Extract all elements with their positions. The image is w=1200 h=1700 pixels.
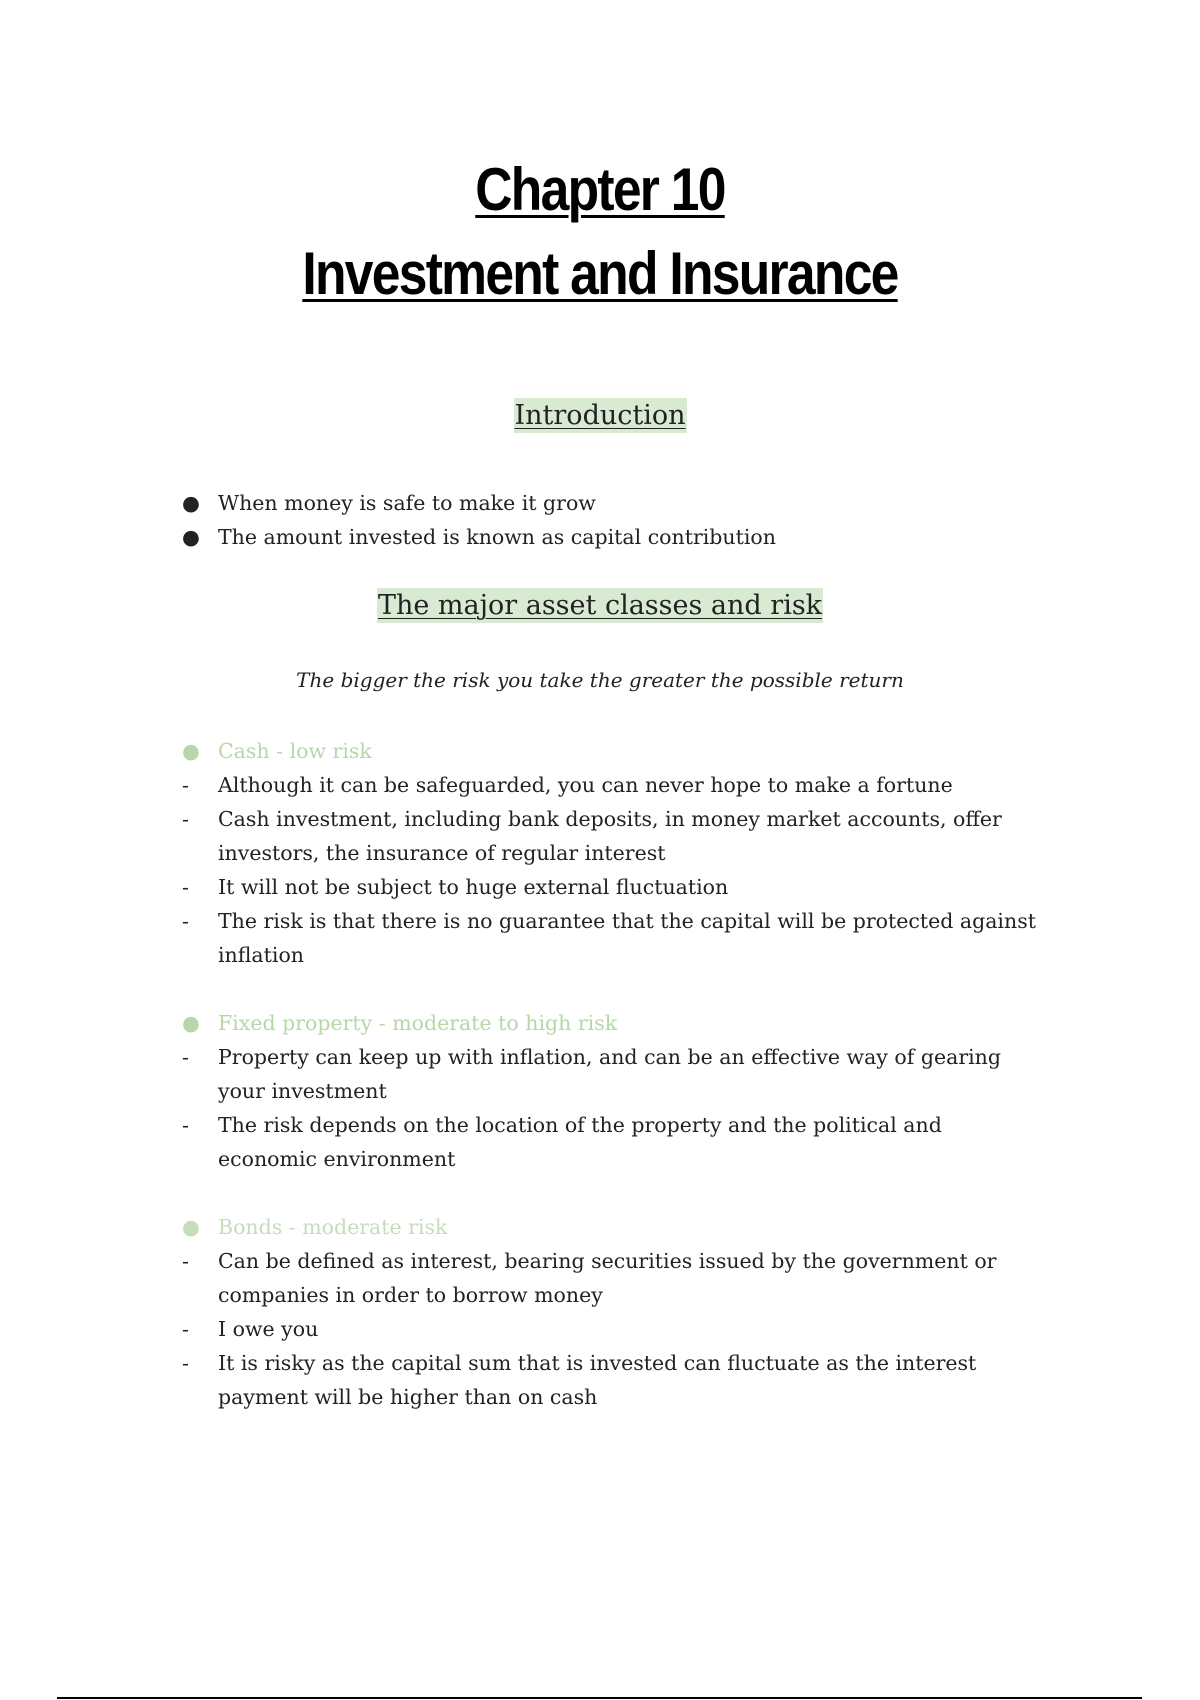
bullet-icon: ● [182, 1215, 200, 1239]
list-item-text: Cash investment, including bank deposits, in money market accounts, offer investors, the insurance of regular interest [218, 807, 1002, 865]
dash-icon: - [182, 1045, 189, 1069]
list-item-text: Property can keep up with inflation, and can be an effective way of gearing your investment [218, 1045, 1002, 1103]
list-item [182, 520, 1042, 554]
dash-icon: - [182, 1317, 189, 1341]
dash-icon: - [182, 773, 189, 797]
bullet-icon: ● [182, 739, 200, 763]
bullet-icon: ● [182, 525, 200, 549]
list-item [182, 802, 1042, 870]
dash-icon: - [182, 1351, 189, 1375]
list-item-text: Although it can be safeguarded, you can never hope to make a fortune [218, 773, 953, 797]
list-item [182, 1108, 1042, 1176]
dash-icon: - [182, 875, 189, 899]
list-item-text: I owe you [218, 1317, 319, 1341]
dash-icon: - [182, 1249, 189, 1273]
introduction-list [182, 486, 1042, 554]
list-item [182, 904, 1042, 972]
list-item-text: The risk depends on the location of the property and the political and economic environment [218, 1113, 942, 1171]
list-item-text: Can be defined as interest, bearing securities issued by the government or companies in order to borrow money [218, 1249, 997, 1307]
bonds-section [182, 1210, 1042, 1414]
footer-divider [57, 1697, 1142, 1699]
risk-return-tagline: The bigger the risk you take the greater the possible return [296, 668, 904, 692]
list-item [182, 1244, 1042, 1312]
category-label: Cash - low risk [218, 739, 372, 763]
dash-icon: - [182, 1113, 189, 1137]
chapter-title [0, 148, 1200, 316]
property-section [182, 1006, 1042, 1176]
list-item-text: The risk is that there is no guarantee that the capital will be protected against inflation [218, 909, 1036, 967]
list-item [182, 1312, 1042, 1346]
dash-icon: - [182, 807, 189, 831]
list-item [182, 1040, 1042, 1108]
introduction-heading [0, 400, 1200, 431]
category-item-bonds [182, 1210, 1042, 1244]
cash-section [182, 734, 1042, 972]
bullet-icon: ● [182, 491, 200, 515]
category-label: Bonds - moderate risk [218, 1215, 448, 1239]
bullet-icon: ● [182, 1011, 200, 1035]
list-item-text: The amount invested is known as capital contribution [218, 525, 776, 549]
list-item-text: When money is safe to make it grow [218, 491, 596, 515]
list-item-text: It is risky as the capital sum that is invested can fluctuate as the interest payment will be higher than on cash [218, 1351, 977, 1409]
asset-classes-heading-text: The major asset classes and risk [377, 590, 823, 621]
introduction-heading-text: Introduction [514, 400, 686, 431]
category-item-cash [182, 734, 1042, 768]
dash-icon: - [182, 909, 189, 933]
list-item [182, 870, 1042, 904]
list-item-text: It will not be subject to huge external fluctuation [218, 875, 729, 899]
list-item [182, 768, 1042, 802]
list-item [182, 486, 1042, 520]
asset-classes-heading [0, 590, 1200, 621]
category-label: Fixed property - moderate to high risk [218, 1011, 618, 1035]
list-item [182, 1346, 1042, 1414]
chapter-name: Investment and Insurance [302, 240, 898, 307]
chapter-number: Chapter 10 [475, 156, 725, 223]
category-item-property [182, 1006, 1042, 1040]
